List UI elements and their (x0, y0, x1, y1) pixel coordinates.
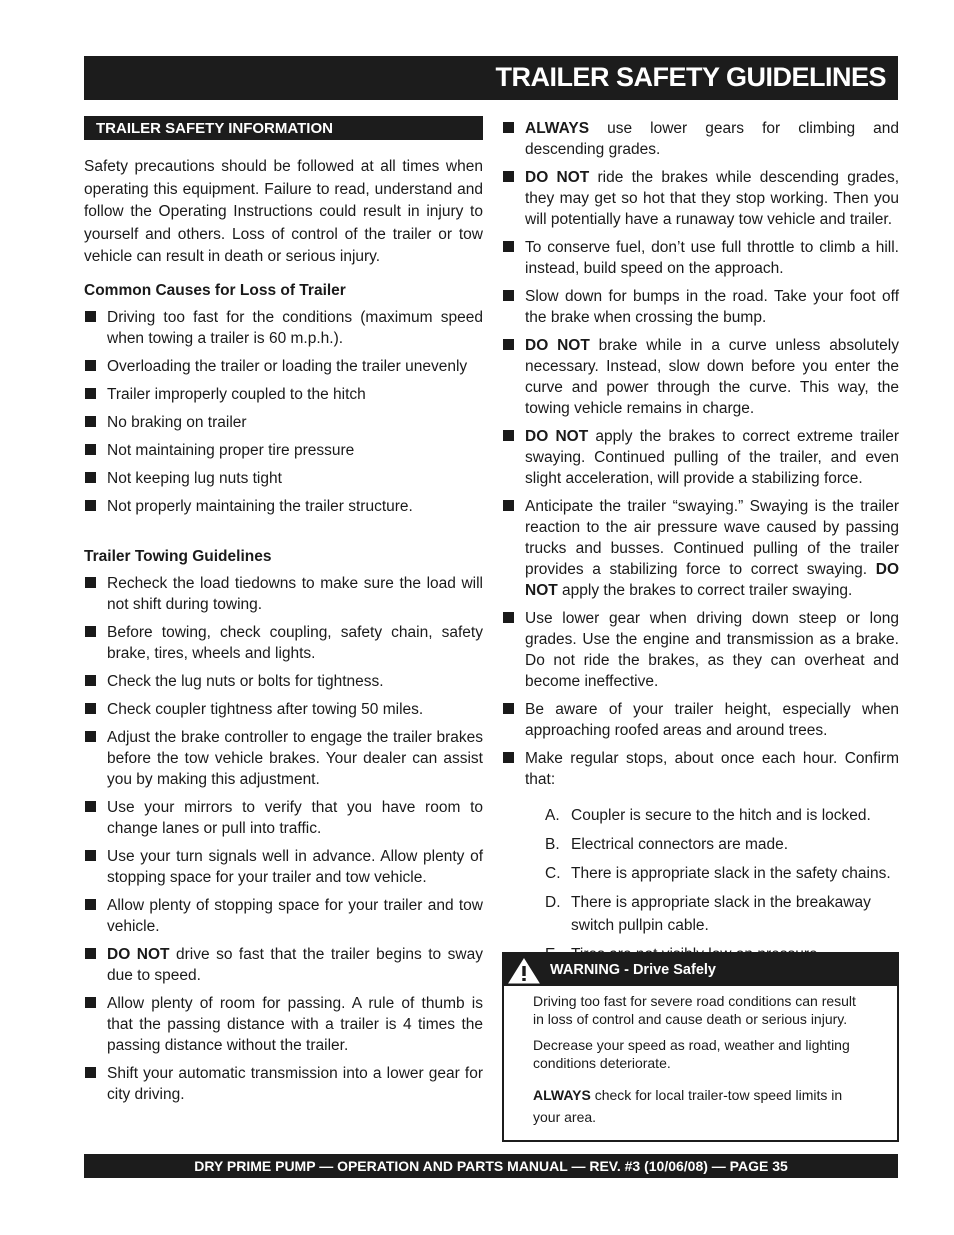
bullet-square-icon (85, 388, 96, 399)
page-footer: DRY PRIME PUMP — OPERATION AND PARTS MANUAL — REV. #3 (10/06/08) — PAGE 35 (84, 1154, 898, 1178)
list-item: A. Coupler is secure to the hitch and is locked. (545, 807, 871, 824)
list-item: Adjust the brake controller to engage the trailer brakes before the tow vehicle brakes. Your dealer can assist you by making this adjustment. (84, 727, 483, 790)
list-item: B. Electrical connectors are made. (545, 836, 789, 853)
list-item: DO NOT drive so fast that the trailer begins to sway due to speed. (84, 944, 483, 986)
bullet-square-icon (85, 472, 96, 483)
warning-body (504, 986, 897, 1128)
warning-paragraph: Decrease your speed as road, weather and lighting conditions deteriorate. (533, 1037, 850, 1071)
warning-paragraph: Driving too fast for severe road conditions can result in loss of control and cause death or serious injury. (533, 993, 856, 1027)
bullet-square-icon (85, 675, 96, 686)
warning-paragraph: ALWAYS check for local trailer-tow speed limits in your area. (533, 1087, 843, 1125)
list-item: Use lower gear when driving down steep or long grades. Use the engine and transmission as a brake. Do not ride the brakes, as they can overheat and become ineffective. (502, 608, 899, 692)
bullet-square-icon (85, 899, 96, 910)
list-item: Use your mirrors to verify that you have room to change lanes or pull into traffic. (84, 797, 483, 839)
bullet-square-icon (503, 339, 514, 350)
causes-list (84, 307, 483, 517)
bullet-square-icon (85, 731, 96, 742)
bullet-square-icon (503, 703, 514, 714)
bullet-square-icon (503, 171, 514, 182)
list-item: Check the lug nuts or bolts for tightness. (84, 671, 483, 692)
list-item: Check coupler tightness after towing 50 miles. (84, 699, 483, 720)
list-item: Driving too fast for the conditions (maximum speed when towing a trailer is 60 m.p.h.). (84, 307, 483, 349)
list-item: Use your turn signals well in advance. Allow plenty of stopping space for your trailer and tow vehicle. (84, 846, 483, 888)
bullet-square-icon (85, 444, 96, 455)
bullet-square-icon (85, 311, 96, 322)
right-column (502, 118, 899, 972)
bullet-square-icon (85, 577, 96, 588)
bullet-square-icon (85, 1067, 96, 1078)
towing-list (84, 573, 483, 1105)
list-item: Trailer improperly coupled to the hitch (84, 384, 483, 405)
warning-box (502, 952, 899, 1142)
bullet-square-icon (503, 612, 514, 623)
bullet-square-icon (503, 122, 514, 133)
intro-paragraph: Safety precautions should be followed at all times when operating this equipment. Failure to read, understand and follow the Operating Instructions could result in injury to yourself and others. Loss of control of the trailer or tow vehicle can result in death or serious injury. (84, 158, 483, 265)
causes-heading: Common Causes for Loss of Trailer (84, 281, 346, 299)
list-item: Not keeping lug nuts tight (84, 468, 483, 489)
list-item: Anticipate the trailer “swaying.” Swaying is the trailer reaction to the air pressure wave caused by passing trucks and busses. Continued pulling of the trailer provides a stabilizing force to correct swaying. DO NOT apply the brakes to correct trailer swaying. (502, 496, 899, 601)
bullet-square-icon (85, 360, 96, 371)
bullet-square-icon (503, 752, 514, 763)
bullet-square-icon (85, 850, 96, 861)
section-header: TRAILER SAFETY INFORMATION (84, 116, 483, 140)
list-item: C. There is appropriate slack in the safety chains. (545, 865, 891, 882)
warning-triangle-icon (508, 958, 540, 984)
checks-list (502, 804, 899, 966)
list-item: Allow plenty of stopping space for your trailer and tow vehicle. (84, 895, 483, 937)
list-item: Slow down for bumps in the road. Take your foot off the brake when crossing the bump. (502, 286, 899, 328)
list-item: ALWAYS use lower gears for climbing and descending grades. (502, 118, 899, 160)
list-item: D. There is appropriate slack in the breakaway switch pullpin cable. (545, 894, 871, 934)
title-bar (84, 56, 898, 100)
list-item: Shift your automatic transmission into a lower gear for city driving. (84, 1063, 483, 1105)
bullet-square-icon (85, 500, 96, 511)
list-item: DO NOT ride the brakes while descending grades, they may get so hot that they stop working. Then you will potentially have a runaway tow vehicle and trailer. (502, 167, 899, 230)
towing-heading: Trailer Towing Guidelines (84, 547, 272, 565)
list-item: Allow plenty of room for passing. A rule of thumb is that the passing distance with a trailer is 4 times the passing distance without the trailer. (84, 993, 483, 1056)
bullet-square-icon (503, 241, 514, 252)
list-item: Overloading the trailer or loading the trailer unevenly (84, 356, 483, 377)
bullet-square-icon (85, 997, 96, 1008)
bullet-square-icon (85, 626, 96, 637)
warning-title: WARNING - Drive Safely (550, 962, 716, 978)
bullet-square-icon (503, 500, 514, 511)
list-item: To conserve fuel, don’t use full throttle to climb a hill. instead, build speed on the approach. (502, 237, 899, 279)
list-item: Before towing, check coupling, safety chain, safety brake, tires, wheels and lights. (84, 622, 483, 664)
left-column (84, 116, 483, 1112)
list-item: Make regular stops, about once each hour. Confirm that: (502, 748, 899, 790)
list-item: Recheck the load tiedowns to make sure the load will not shift during towing. (84, 573, 483, 615)
bullet-square-icon (85, 416, 96, 427)
list-item: No braking on trailer (84, 412, 483, 433)
page-title: TRAILER SAFETY GUIDELINES (495, 62, 886, 92)
list-item: DO NOT apply the brakes to correct extreme trailer swaying. Continued pulling of the trailer, and even slight acceleration, will provide a stabilizing force. (502, 426, 899, 489)
bullet-square-icon (85, 948, 96, 959)
bullet-square-icon (85, 801, 96, 812)
list-item: Not maintaining proper tire pressure (84, 440, 483, 461)
list-item: DO NOT brake while in a curve unless absolutely necessary. Instead, slow down before you enter the curve and power through the curve. This way, the towing vehicle remains in charge. (502, 335, 899, 419)
bullet-square-icon (503, 430, 514, 441)
driving-list (502, 118, 899, 790)
list-item: Not properly maintaining the trailer structure. (84, 496, 483, 517)
list-item: Be aware of your trailer height, especially when approaching roofed areas and around trees. (502, 699, 899, 741)
bullet-square-icon (85, 703, 96, 714)
bullet-square-icon (503, 290, 514, 301)
warning-header (504, 954, 897, 986)
